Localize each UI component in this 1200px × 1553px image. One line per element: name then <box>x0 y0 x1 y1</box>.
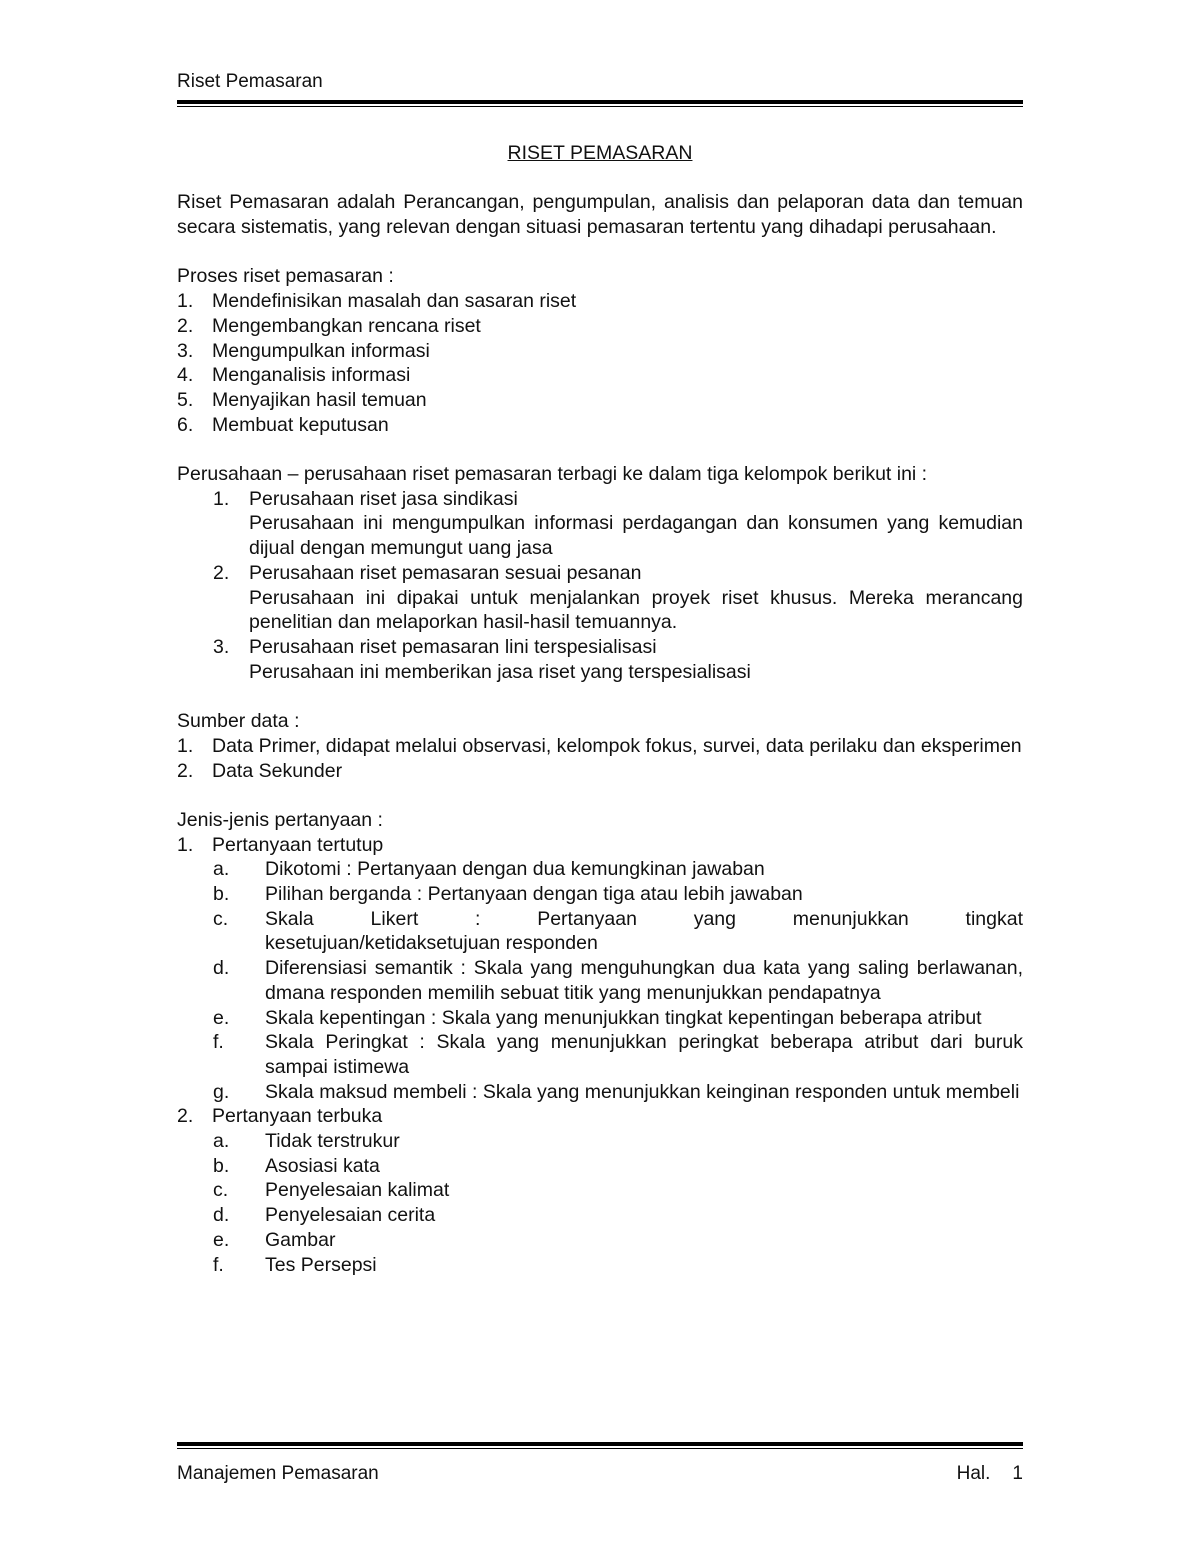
list-item: d. Penyelesaian cerita <box>213 1204 436 1227</box>
page-label: Hal. <box>956 1463 991 1484</box>
list-item: f. Skala Peringkat : Skala yang menunjukkan peringkat beberapa atribut dari buruk sampai istimewa <box>213 1031 1023 1078</box>
company-type-desc: Perusahaan ini dipakai untuk menjalankan proyek riset khusus. Mereka merancang penelitian dan melaporkan hasil-hasil temuannya. <box>249 586 1023 634</box>
open-questions: 2. Pertanyaan terbuka <box>177 1104 1023 1129</box>
list-item: 6. Membuat keputusan <box>177 413 389 436</box>
company-type-title: Perusahaan riset pemasaran sesuai pesanan <box>249 561 642 584</box>
list-item: 2. Mengembangkan rencana riset <box>177 314 481 337</box>
running-header: Riset Pemasaran <box>177 71 323 92</box>
list-item: c. Skala Likert : Pertanyaan yang menunjukkan tingkat kesetujuan/ketidaksetujuan responden <box>213 907 1023 955</box>
list-item: e. Skala kepentingan : Skala yang menunjukkan tingkat kepentingan beberapa atribut <box>213 1006 982 1029</box>
list-item: 3. Perusahaan riset pemasaran lini terspesialisasi Perusahaan ini memberikan jasa riset yang terspesialisasi <box>213 635 1023 684</box>
questions-heading: Jenis-jenis pertanyaan : <box>177 808 383 831</box>
list-item: 1. Mendefinisikan masalah dan sasaran riset <box>177 290 577 313</box>
intro-paragraph: Riset Pemasaran adalah Perancangan, pengumpulan, analisis dan pelaporan data dan temuan secara sistematis, yang relevan dengan situasi pemasaran tertentu yang dihadapi perusahaan. <box>177 191 1023 239</box>
companies-list <box>177 487 1023 685</box>
list-item: 4. Menganalisis informasi <box>177 364 411 387</box>
page-footer <box>177 1462 1023 1486</box>
list-item: a. Tidak terstrukur <box>213 1130 400 1153</box>
list-item: a. Dikotomi : Pertanyaan dengan dua kemungkinan jawaban <box>213 858 765 881</box>
list-item: 2. Perusahaan riset pemasaran sesuai pesanan Perusahaan ini dipakai untuk menjalankan proyek riset khusus. Mereka merancang penelitian dan melaporkan hasil-hasil temuannya. <box>213 561 1023 634</box>
company-type-desc: Perusahaan ini memberikan jasa riset yang terspesialisasi <box>249 660 751 683</box>
process-list <box>177 289 1023 437</box>
closed-questions-title: Pertanyaan tertutup <box>212 833 384 856</box>
list-item: f. Tes Persepsi <box>213 1253 377 1276</box>
list-item: b. Pilihan berganda : Pertanyaan dengan tiga atau lebih jawaban <box>213 883 803 905</box>
list-item: 1. Perusahaan riset jasa sindikasi Perusahaan ini mengumpulkan informasi perdagangan dan konsumen yang kemudian dijual dengan memungut uang jasa <box>213 487 1023 560</box>
open-questions-title: Pertanyaan terbuka <box>212 1105 383 1128</box>
list-item: 1. Data Primer, didapat melalui observasi, kelompok fokus, survei, data perilaku dan eksperimen <box>177 734 1022 757</box>
footer-left-text: Manajemen Pemasaran <box>177 1463 379 1484</box>
list-item: b. Asosiasi kata <box>213 1154 380 1177</box>
header-rule <box>177 100 1023 107</box>
closed-questions-list <box>177 857 1023 1104</box>
page-title: RISET PEMASARAN <box>507 142 693 164</box>
list-item: g. Skala maksud membeli : Skala yang menunjukkan keinginan responden untuk membeli <box>213 1080 1020 1103</box>
closed-questions: 1. Pertanyaan tertutup <box>177 833 1023 858</box>
list-item: c. Penyelesaian kalimat <box>213 1179 450 1202</box>
page-number: 1 <box>1012 1463 1023 1484</box>
list-item: 5. Menyajikan hasil temuan <box>177 388 427 411</box>
open-questions-list <box>177 1129 1023 1277</box>
document-body <box>177 141 1023 1277</box>
companies-heading: Perusahaan – perusahaan riset pemasaran terbagi ke dalam tiga kelompok berikut ini : <box>177 463 928 486</box>
company-type-desc: Perusahaan ini mengumpulkan informasi perdagangan dan konsumen yang kemudian dijual dengan memungut uang jasa <box>249 512 1023 560</box>
list-item: e. Gambar <box>213 1228 336 1251</box>
process-heading: Proses riset pemasaran : <box>177 265 394 288</box>
sources-list <box>177 734 1023 783</box>
list-item: 3. Mengumpulkan informasi <box>177 339 430 362</box>
company-type-title: Perusahaan riset jasa sindikasi <box>249 487 518 510</box>
footer-rule <box>177 1442 1023 1449</box>
list-item: 2. Data Sekunder <box>177 759 343 782</box>
list-item: d. Diferensiasi semantik : Skala yang menguhungkan dua kata yang saling berlawanan, dmana responden memilih sebuat titik yang menunjukkan pendapatnya <box>213 957 1023 1004</box>
sources-heading: Sumber data : <box>177 710 300 733</box>
company-type-title: Perusahaan riset pemasaran lini terspesialisasi <box>249 636 657 658</box>
